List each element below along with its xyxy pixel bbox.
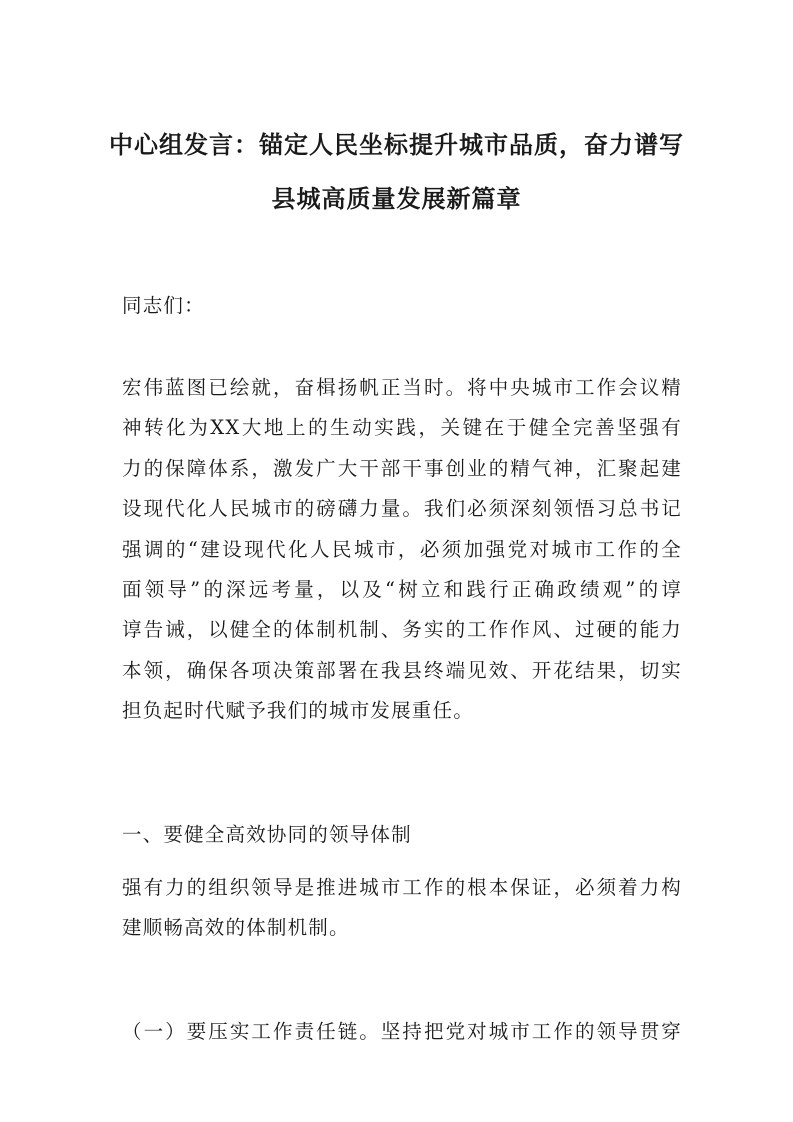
salutation-text: 同志们： — [122, 294, 205, 317]
title-line-1: 中心组发言：锚定人民坐标提升城市品质，奋力谱写 — [109, 130, 684, 159]
paragraph-1 — [122, 368, 682, 732]
paragraph-1-line: 神转化为XX大地上的生动实践，关键在于健全完善坚强有 — [122, 416, 682, 440]
salutation — [122, 286, 682, 326]
paragraph-1-line: 担负起时代赋予我们的城市发展重任。 — [122, 699, 474, 723]
paragraph-3 — [122, 1012, 682, 1052]
paragraph-3-line: （一）要压实工作责任链。坚持把党对城市工作的领导贯穿 — [122, 1020, 682, 1043]
title-line-2: 县城高质量发展新篇章 — [271, 184, 522, 213]
paragraph-1-line: 强调的“建设现代化人民城市，必须加强党对城市工作的全 — [122, 537, 682, 561]
paragraph-1-line: 宏伟蓝图已绘就，奋楫扬帆正当时。将中央城市工作会议精 — [122, 376, 682, 399]
document-title — [90, 118, 703, 226]
paragraph-1-line: 力的保障体系，激发广大干部干事创业的精气神，汇聚起建 — [122, 456, 682, 480]
paragraph-2 — [122, 868, 682, 949]
paragraph-1-line: 面领导”的深远考量，以及“树立和践行正确政绩观”的谆 — [122, 578, 682, 602]
paragraph-1-line: 谆告诫，以健全的体制机制、务实的工作作风、过硬的能力 — [122, 618, 682, 642]
paragraph-2-line: 建顺畅高效的体制机制。 — [122, 916, 350, 940]
section-heading-1 — [122, 815, 682, 855]
paragraph-1-line: 设现代化人民城市的磅礴力量。我们必须深刻领悟习总书记 — [122, 497, 682, 521]
paragraph-2-line: 强有力的组织领导是推进城市工作的根本保证，必须着力构 — [122, 876, 682, 899]
section-heading-text: 一、要健全高效协同的领导体制 — [122, 823, 412, 846]
paragraph-1-line: 本领，确保各项决策部署在我县终端见效、开花结果，切实 — [122, 658, 682, 682]
